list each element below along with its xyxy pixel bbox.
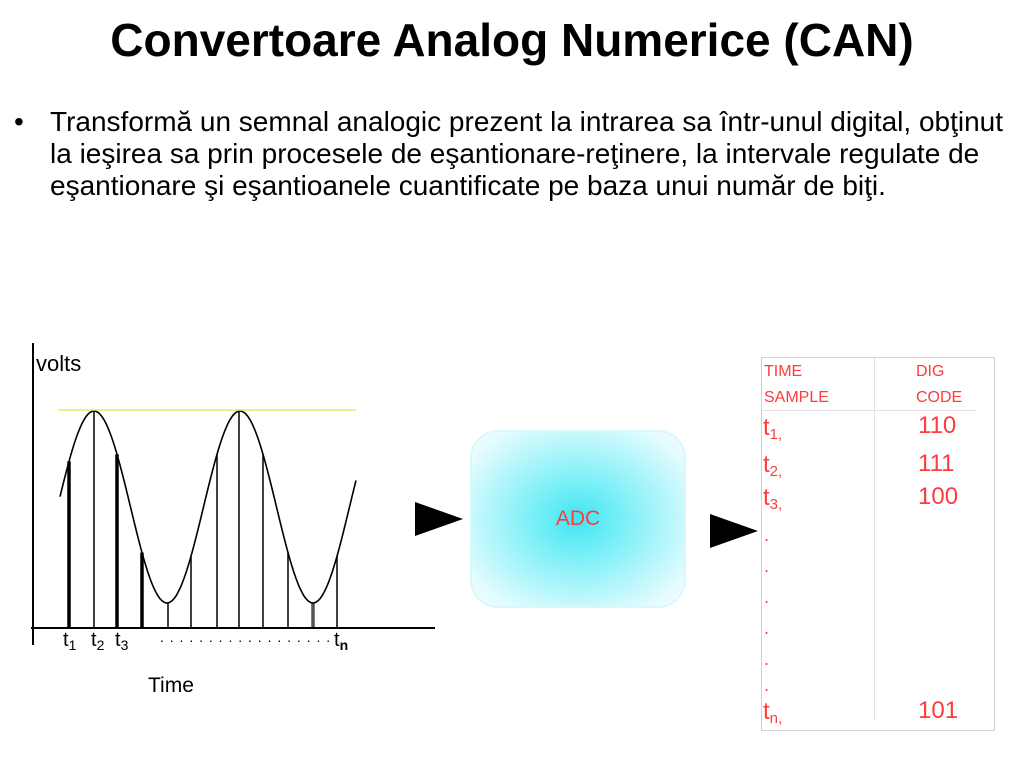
tick-t: t [63,629,69,651]
time-sub: 1, [769,426,783,443]
sample-bar [336,556,338,628]
sample-bar [115,454,119,628]
sample-bars [67,411,338,628]
table-row-code: 111 [918,450,955,477]
sample-bar [167,603,169,628]
sample-bar [190,556,192,628]
time-t: t [763,414,770,441]
table-row-code: 100 [918,483,959,510]
tick-label-t2 [91,629,105,653]
table-row-code: 110 [918,412,957,439]
tick-label-t3 [115,629,129,653]
x-axis-label: Time [148,674,194,697]
header-dig: DIG [916,363,945,380]
bullet-marker: • [14,106,24,137]
table-row-time [763,484,782,519]
tick-sub-2: 2 [96,637,105,653]
slide-title: Convertoare Analog Numerice (CAN) [110,14,914,66]
adc-label: ADC [555,507,601,530]
time-sub: 2, [769,463,783,480]
time-t: t [763,484,770,511]
tick-dots: . . . . . . . . . . . . . . . . . . [160,629,332,645]
sample-bar [140,553,144,628]
sample-bar [287,553,289,628]
sampled-signal-plot [20,335,440,700]
tick-sub-1: 1 [68,637,77,653]
tick-t: t [91,629,97,651]
ellipsis-dot: . [764,649,770,669]
y-axis-label: volts [36,351,82,376]
input-arrow-icon [415,502,463,536]
ellipsis-dot: . [764,556,770,576]
table-row-code-last: 101 [918,697,959,724]
ellipsis-dot: . [764,525,770,545]
bullet-text: Transformă un semnal analogic prezent la intrarea sa într-unul digital, obţinut la ieşirea sa prin procesele de eşantionare-reţinere, la intervale regulate de eşantionare şi eşantioanele cuantificate pe baza unui număr de biţi. [50,106,1004,201]
tick-sub-3: 3 [120,637,129,653]
tick-sub-n: n [339,637,349,653]
sample-bar [262,454,264,628]
sample-bar [311,603,315,628]
time-t: t [763,451,770,478]
tick-t: t [115,629,121,651]
adc-block [472,432,684,606]
tick-label-t1 [63,629,77,653]
ellipsis-dot: . [764,587,770,607]
tick-label-tn [334,629,348,653]
sample-bar [93,411,95,628]
time-sub: n, [769,710,783,727]
header-time: TIME [764,363,803,380]
sample-bar [238,411,240,628]
sample-bar [216,454,218,628]
ellipsis-dot: . [764,675,770,695]
time-sub: 3, [769,496,783,513]
table-row-time [763,451,782,486]
header-code: CODE [916,389,963,406]
time-t: t [763,698,770,725]
digital-code-table [761,357,995,731]
header-sample: SAMPLE [764,389,829,406]
ellipsis-dot: . [764,618,770,638]
output-arrow-icon [710,514,758,548]
sample-bar [67,461,71,628]
table-row-time [763,414,782,449]
analog-sine-wave [60,411,356,603]
table-row-time-last [763,698,782,733]
column-divider [874,358,875,720]
tick-t: t [334,629,340,651]
